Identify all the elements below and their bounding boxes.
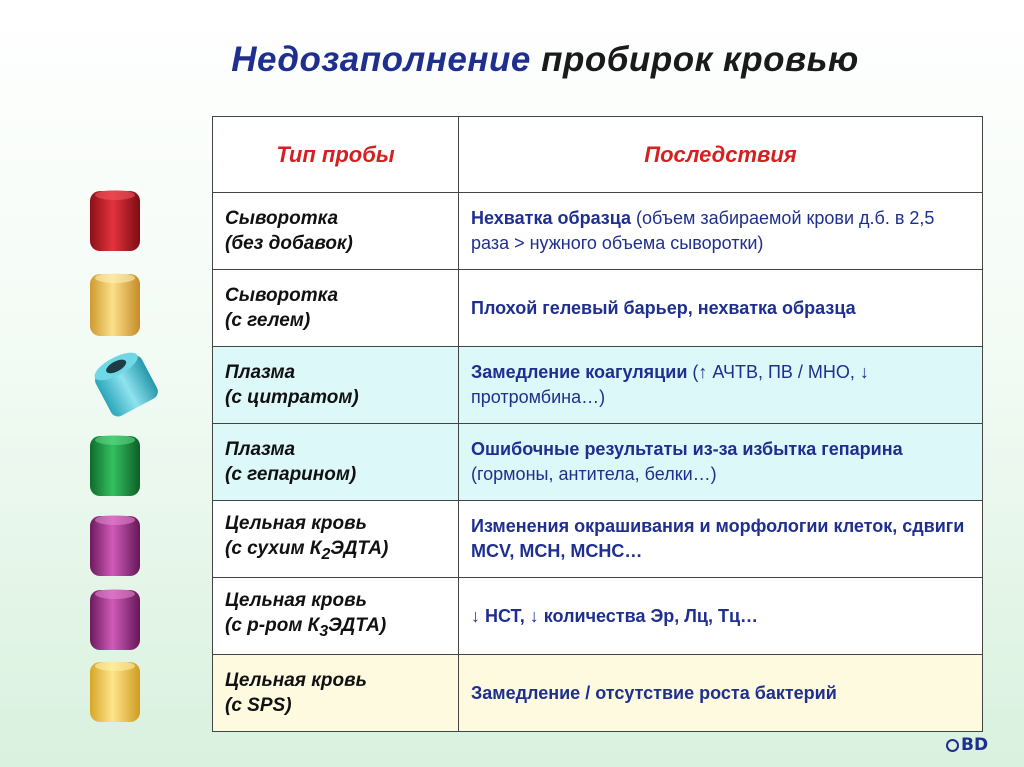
- sample-type-additive: (с гепарином): [225, 464, 357, 485]
- sample-type-additive: (с сухим К: [225, 538, 322, 560]
- table-row: [213, 655, 983, 732]
- sample-type-cell: [213, 270, 459, 347]
- title-part1: Недозаполнение: [231, 40, 531, 79]
- page-title: [0, 40, 1024, 80]
- logo-text: BD: [961, 735, 989, 755]
- consequence-main: Замедление / отсутствие роста бактерий: [471, 682, 837, 703]
- consequence-cell: [459, 347, 983, 424]
- consequence-main: Изменения окрашивания и морфологии клеток, сдвиги MCV, MCH, MCHC…: [471, 516, 965, 561]
- consequence-cell: [459, 193, 983, 270]
- sample-type-cell: [213, 578, 459, 655]
- sample-type-additive: (с р-ром К: [225, 615, 320, 637]
- sample-type-name: Плазма: [225, 362, 296, 383]
- green-tube-icon: [86, 430, 144, 500]
- sample-type-cell: [213, 193, 459, 270]
- sample-type-cell: [213, 501, 459, 578]
- bd-logo: [946, 735, 988, 755]
- table-row: [213, 270, 983, 347]
- header-consequences: Последствия: [459, 117, 983, 193]
- sample-type-name: Сыворотка: [225, 208, 339, 229]
- consequence-main: Нехватка образца: [471, 208, 632, 228]
- consequence-cell: [459, 270, 983, 347]
- sample-type-name: Цельная кровь: [225, 670, 367, 691]
- sample-type-name: Цельная кровь: [225, 513, 367, 535]
- consequence-cell: [459, 655, 983, 732]
- sample-type-name: Плазма: [225, 439, 296, 460]
- light-blue-tube-icon: [90, 350, 162, 420]
- consequence-cell: [459, 424, 983, 501]
- sample-type-cell: [213, 424, 459, 501]
- consequence-detail: (↑ АЧТВ, ПВ / МНО, ↓ протромбина…): [471, 362, 869, 407]
- table-row: [213, 578, 983, 655]
- title-part2: пробирок кровью: [541, 40, 859, 79]
- consequence-cell: [459, 578, 983, 655]
- underfill-table: [212, 116, 983, 732]
- sample-type-additive: (без добавок): [225, 233, 353, 254]
- sample-type-additive: (с гелем): [225, 310, 311, 331]
- sample-type-additive: (с цитратом): [225, 387, 359, 408]
- yellow-tube-icon: [86, 656, 144, 726]
- subscript: 2: [321, 545, 331, 563]
- table-row: [213, 501, 983, 578]
- sample-type-name: Цельная кровь: [225, 590, 367, 612]
- sample-type-additive-end: ЭДТА): [328, 615, 387, 637]
- subscript: 3: [319, 622, 329, 640]
- sample-type-additive: (с SPS): [225, 695, 292, 716]
- consequence-main: Ошибочные результаты из-за избытка гепарина: [471, 439, 903, 459]
- sample-type-name: Сыворотка: [225, 285, 339, 306]
- table-row: [213, 193, 983, 270]
- sample-type-cell: [213, 347, 459, 424]
- consequence-main: Плохой гелевый барьер, нехватка образца: [471, 297, 856, 318]
- globe-icon: [946, 739, 959, 752]
- purple-tube-icon: [86, 510, 144, 580]
- consequence-detail: (гормоны, антитела, белки…): [471, 464, 717, 484]
- consequence-detail: (объем забираемой крови д.б. в 2,5 раза > нужного объема сыворотки): [471, 208, 935, 253]
- table-row: [213, 347, 983, 424]
- gold-tube-icon: [86, 268, 144, 340]
- purple-tube-2-icon: [86, 584, 144, 654]
- header-sample-type: Тип пробы: [213, 117, 459, 193]
- consequence-cell: [459, 501, 983, 578]
- consequence-main: ↓ НСТ, ↓ количества Эр, Лц, Тц…: [471, 605, 759, 626]
- table-row: [213, 424, 983, 501]
- red-tube-icon: [86, 185, 144, 255]
- consequence-main: Замедление коагуляции: [471, 362, 688, 382]
- sample-type-cell: [213, 655, 459, 732]
- sample-type-additive-end: ЭДТА): [330, 538, 389, 560]
